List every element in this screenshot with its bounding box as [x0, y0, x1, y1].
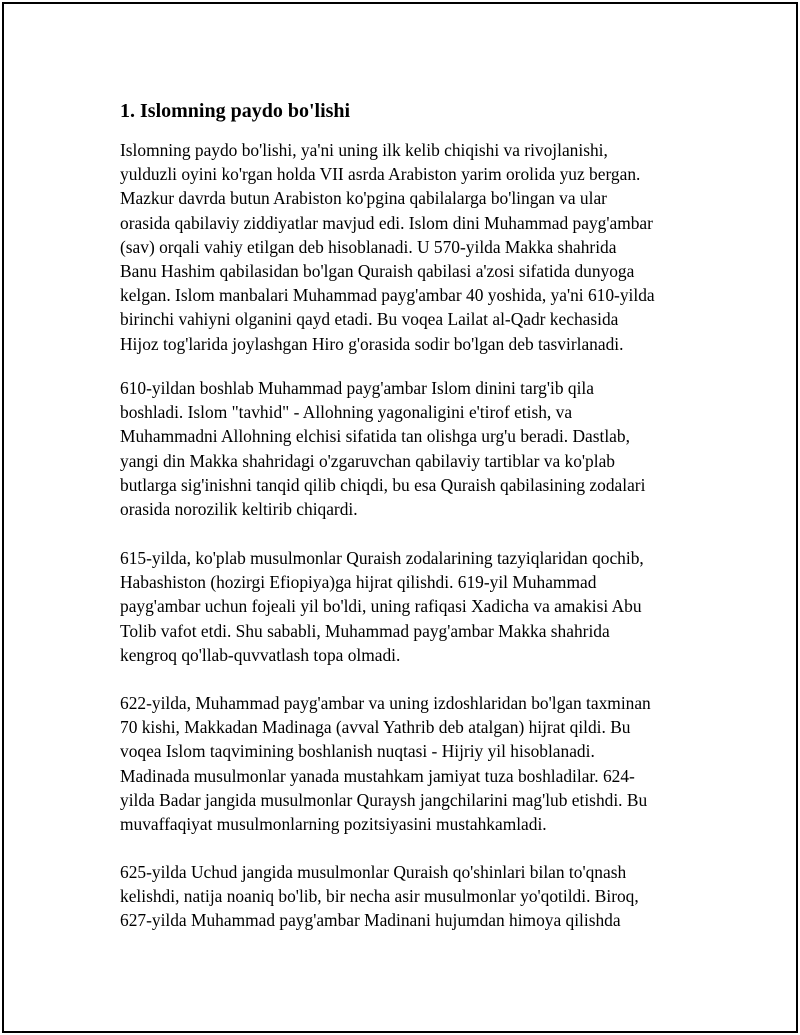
paragraph-line: muvaffaqiyat musulmonlarning pozitsiyasini mustahkamladi.: [120, 814, 547, 835]
paragraph-line: birinchi vahiyni olganini qayd etadi. Bu voqea Lailat al-Qadr kechasida: [120, 309, 619, 330]
paragraph-line: kelgan. Islom manbalari Muhammad payg'ambar 40 yoshida, ya'ni 610-yilda: [120, 285, 655, 306]
paragraph-line: 610-yildan boshlab Muhammad payg'ambar Islom dinini targ'ib qila: [120, 378, 594, 398]
paragraph-line: Mazkur davrda butun Arabiston ko'pgina qabilalarga bo'lingan va ular: [120, 188, 607, 209]
paragraph-line: payg'ambar uchun fojeali yil bo'ldi, uning rafiqasi Xadicha va amakisi Abu: [120, 596, 642, 617]
document-page: [2, 2, 798, 1033]
paragraph-line: butlarga sig'inishni tanqid qilib chiqdi, bu esa Quraish qabilasining zodalari: [120, 474, 646, 495]
paragraph-line: boshladi. Islom "tavhid" - Allohning yagonaligini e'tirof etish, va: [120, 402, 573, 423]
paragraph-line: Tolib vafot etdi. Shu sababli, Muhammad payg'ambar Makka shahrida: [120, 620, 610, 641]
paragraph: [120, 376, 645, 521]
paragraph-line: yilda Badar jangida musulmonlar Quraysh jangchilarini mag'lub etishdi. Bu: [120, 789, 648, 810]
paragraph-line: Islomning paydo bo'lishi, ya'ni uning ilk kelib chiqishi va rivojlanishi,: [120, 140, 608, 160]
paragraph-line: Banu Hashim qabilasidan bo'lgan Quraish qabilasi a'zosi sifatida dunyoga: [120, 261, 635, 282]
paragraph-line: kengroq qo'llab-quvvatlash topa olmadi.: [120, 644, 401, 665]
paragraph-line: 625-yilda Uchud jangida musulmonlar Quraish qo'shinlari bilan to'qnash: [120, 862, 627, 882]
paragraph-line: 627-yilda Muhammad payg'ambar Madinani hujumdan himoya qilishda: [120, 910, 621, 931]
section-heading: 1. Islomning paydo bo'lishi: [120, 100, 351, 122]
paragraph-line: kelishdi, natija noaniq bo'lib, bir necha asir musulmonlar yo'qotildi. Biroq,: [120, 886, 639, 907]
paragraph-line: Hijoz tog'larida joylashgan Hiro g'orasida sodir bo'lgan deb tasvirlanadi.: [120, 333, 624, 354]
paragraph-line: Habashiston (hozirgi Efiopiya)ga hijrat qilishdi. 619-yil Muhammad: [120, 572, 597, 593]
paragraph: [120, 546, 644, 667]
paragraph-line: yulduzli oyini ko'rgan holda VII asrda Arabiston yarim orolida yuz bergan.: [120, 164, 641, 185]
paragraph: [120, 138, 655, 356]
paragraph-line: 622-yilda, Muhammad payg'ambar va uning izdoshlaridan bo'lgan taxminan: [120, 693, 651, 713]
paragraph-line: orasida norozilik keltirib chiqardi.: [120, 499, 358, 520]
paragraph-line: voqea Islom taqvimining boshlanish nuqtasi - Hijriy yil hisoblanadi.: [120, 741, 595, 762]
paragraph-line: Muhammadni Allohning elchisi sifatida tan olishga urg'u beradi. Dastlab,: [120, 426, 630, 447]
paragraph-line: orasida qabilaviy ziddiyatlar mavjud edi. Islom dini Muhammad payg'ambar: [120, 212, 653, 233]
paragraph: [120, 691, 651, 836]
paragraph-line: yangi din Makka shahridagi o'zgaruvchan qabilaviy tartiblar va ko'plab: [120, 450, 615, 471]
paragraph-line: 615-yilda, ko'plab musulmonlar Quraish zodalarining tazyiqlaridan qochib,: [120, 548, 644, 568]
document-content: [120, 98, 700, 931]
paragraph-line: Madinada musulmonlar yanada mustahkam jamiyat tuza boshladilar. 624-: [120, 765, 635, 786]
paragraph-line: 70 kishi, Makkadan Madinaga (avval Yathrib deb atalgan) hijrat qildi. Bu: [120, 717, 631, 738]
paragraph-line: (sav) orqali vahiy etilgan deb hisoblanadi. U 570-yilda Makka shahrida: [120, 236, 617, 257]
paragraph: [120, 860, 639, 933]
